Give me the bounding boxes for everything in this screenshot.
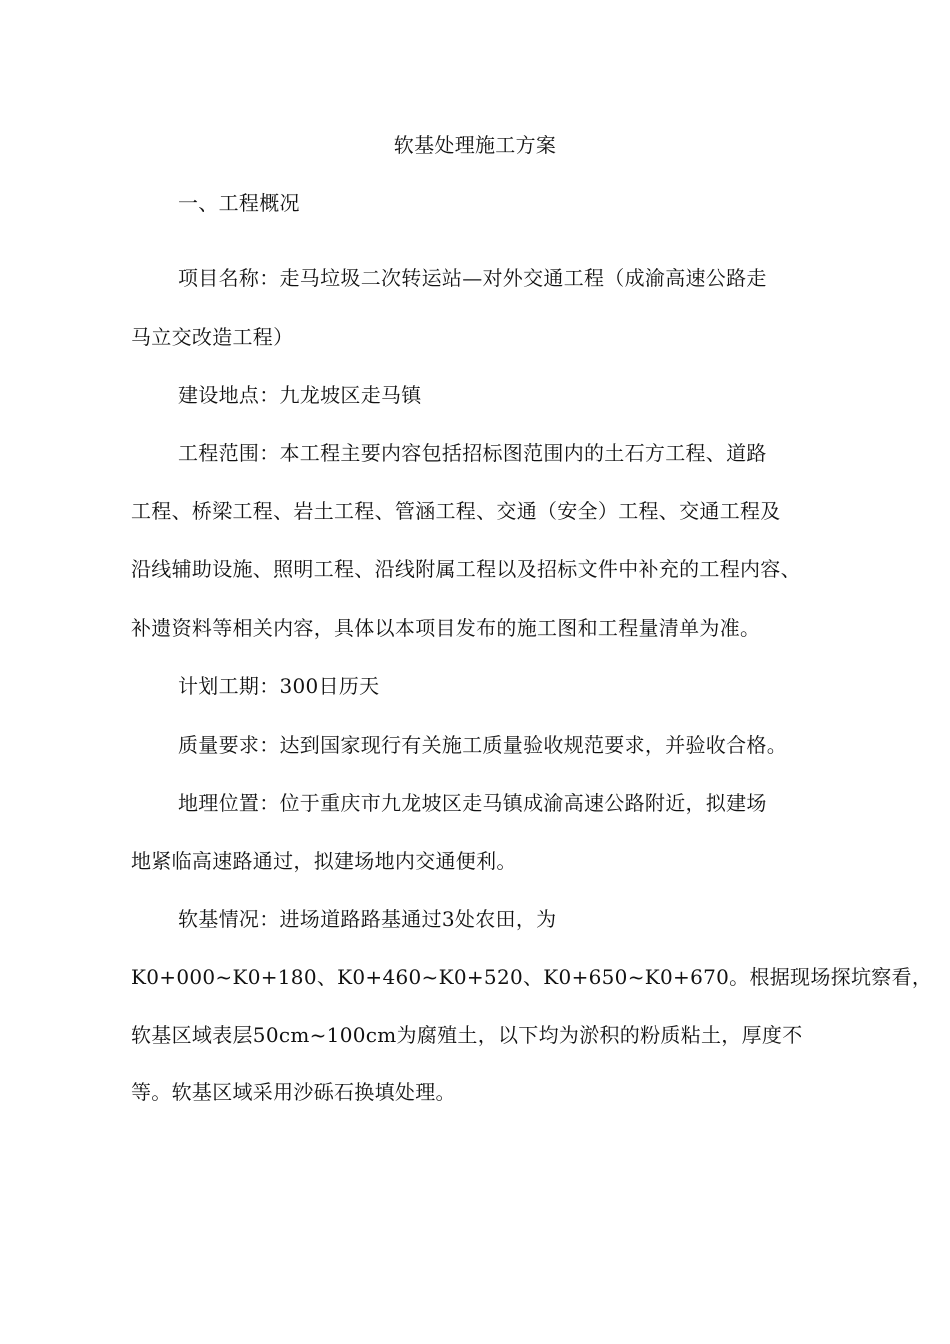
geo-line-2: 地紧临高速路通过，拟建场地内交通便利。 bbox=[131, 849, 517, 873]
document-title: 软基处理施工方案 bbox=[393, 133, 557, 157]
project-name-line-1: 项目名称：走马垃圾二次转运站—对外交通工程（成渝高速公路走 bbox=[178, 266, 767, 290]
scope-line-4: 补遗资料等相关内容，具体以本项目发布的施工图和工程量清单为准。 bbox=[131, 616, 761, 640]
schedule-line: 计划工期：300日历天 bbox=[178, 674, 380, 698]
project-name-line-2: 马立交改造工程） bbox=[131, 325, 294, 349]
scope-line-1: 工程范围：本工程主要内容包括招标图范围内的土石方工程、道路 bbox=[178, 441, 767, 465]
soft-foundation-line-4: 等。软基区域采用沙砾石换填处理。 bbox=[131, 1080, 456, 1104]
scope-line-3: 沿线辅助设施、照明工程、沿线附属工程以及招标文件中补充的工程内容、 bbox=[131, 557, 801, 581]
geo-line-1: 地理位置：位于重庆市九龙坡区走马镇成渝高速公路附近，拟建场 bbox=[178, 791, 767, 815]
scope-line-2: 工程、桥梁工程、岩土工程、管涵工程、交通（安全）工程、交通工程及 bbox=[131, 499, 781, 523]
soft-foundation-line-2: K0+000~K0+180、K0+460~K0+520、K0+650~K0+670。根据现场探坑察看， bbox=[131, 965, 933, 989]
soft-foundation-line-1: 软基情况：进场道路路基通过3处农田，为 bbox=[178, 907, 557, 931]
soft-foundation-line-3: 软基区域表层50cm~100cm为腐殖土，以下均为淤积的粉质粘土，厚度不 bbox=[131, 1023, 803, 1047]
quality-line: 质量要求：达到国家现行有关施工质量验收规范要求，并验收合格。 bbox=[178, 733, 787, 757]
section-heading: 一、工程概况 bbox=[178, 191, 300, 215]
location-line: 建设地点：九龙坡区走马镇 bbox=[178, 383, 422, 407]
